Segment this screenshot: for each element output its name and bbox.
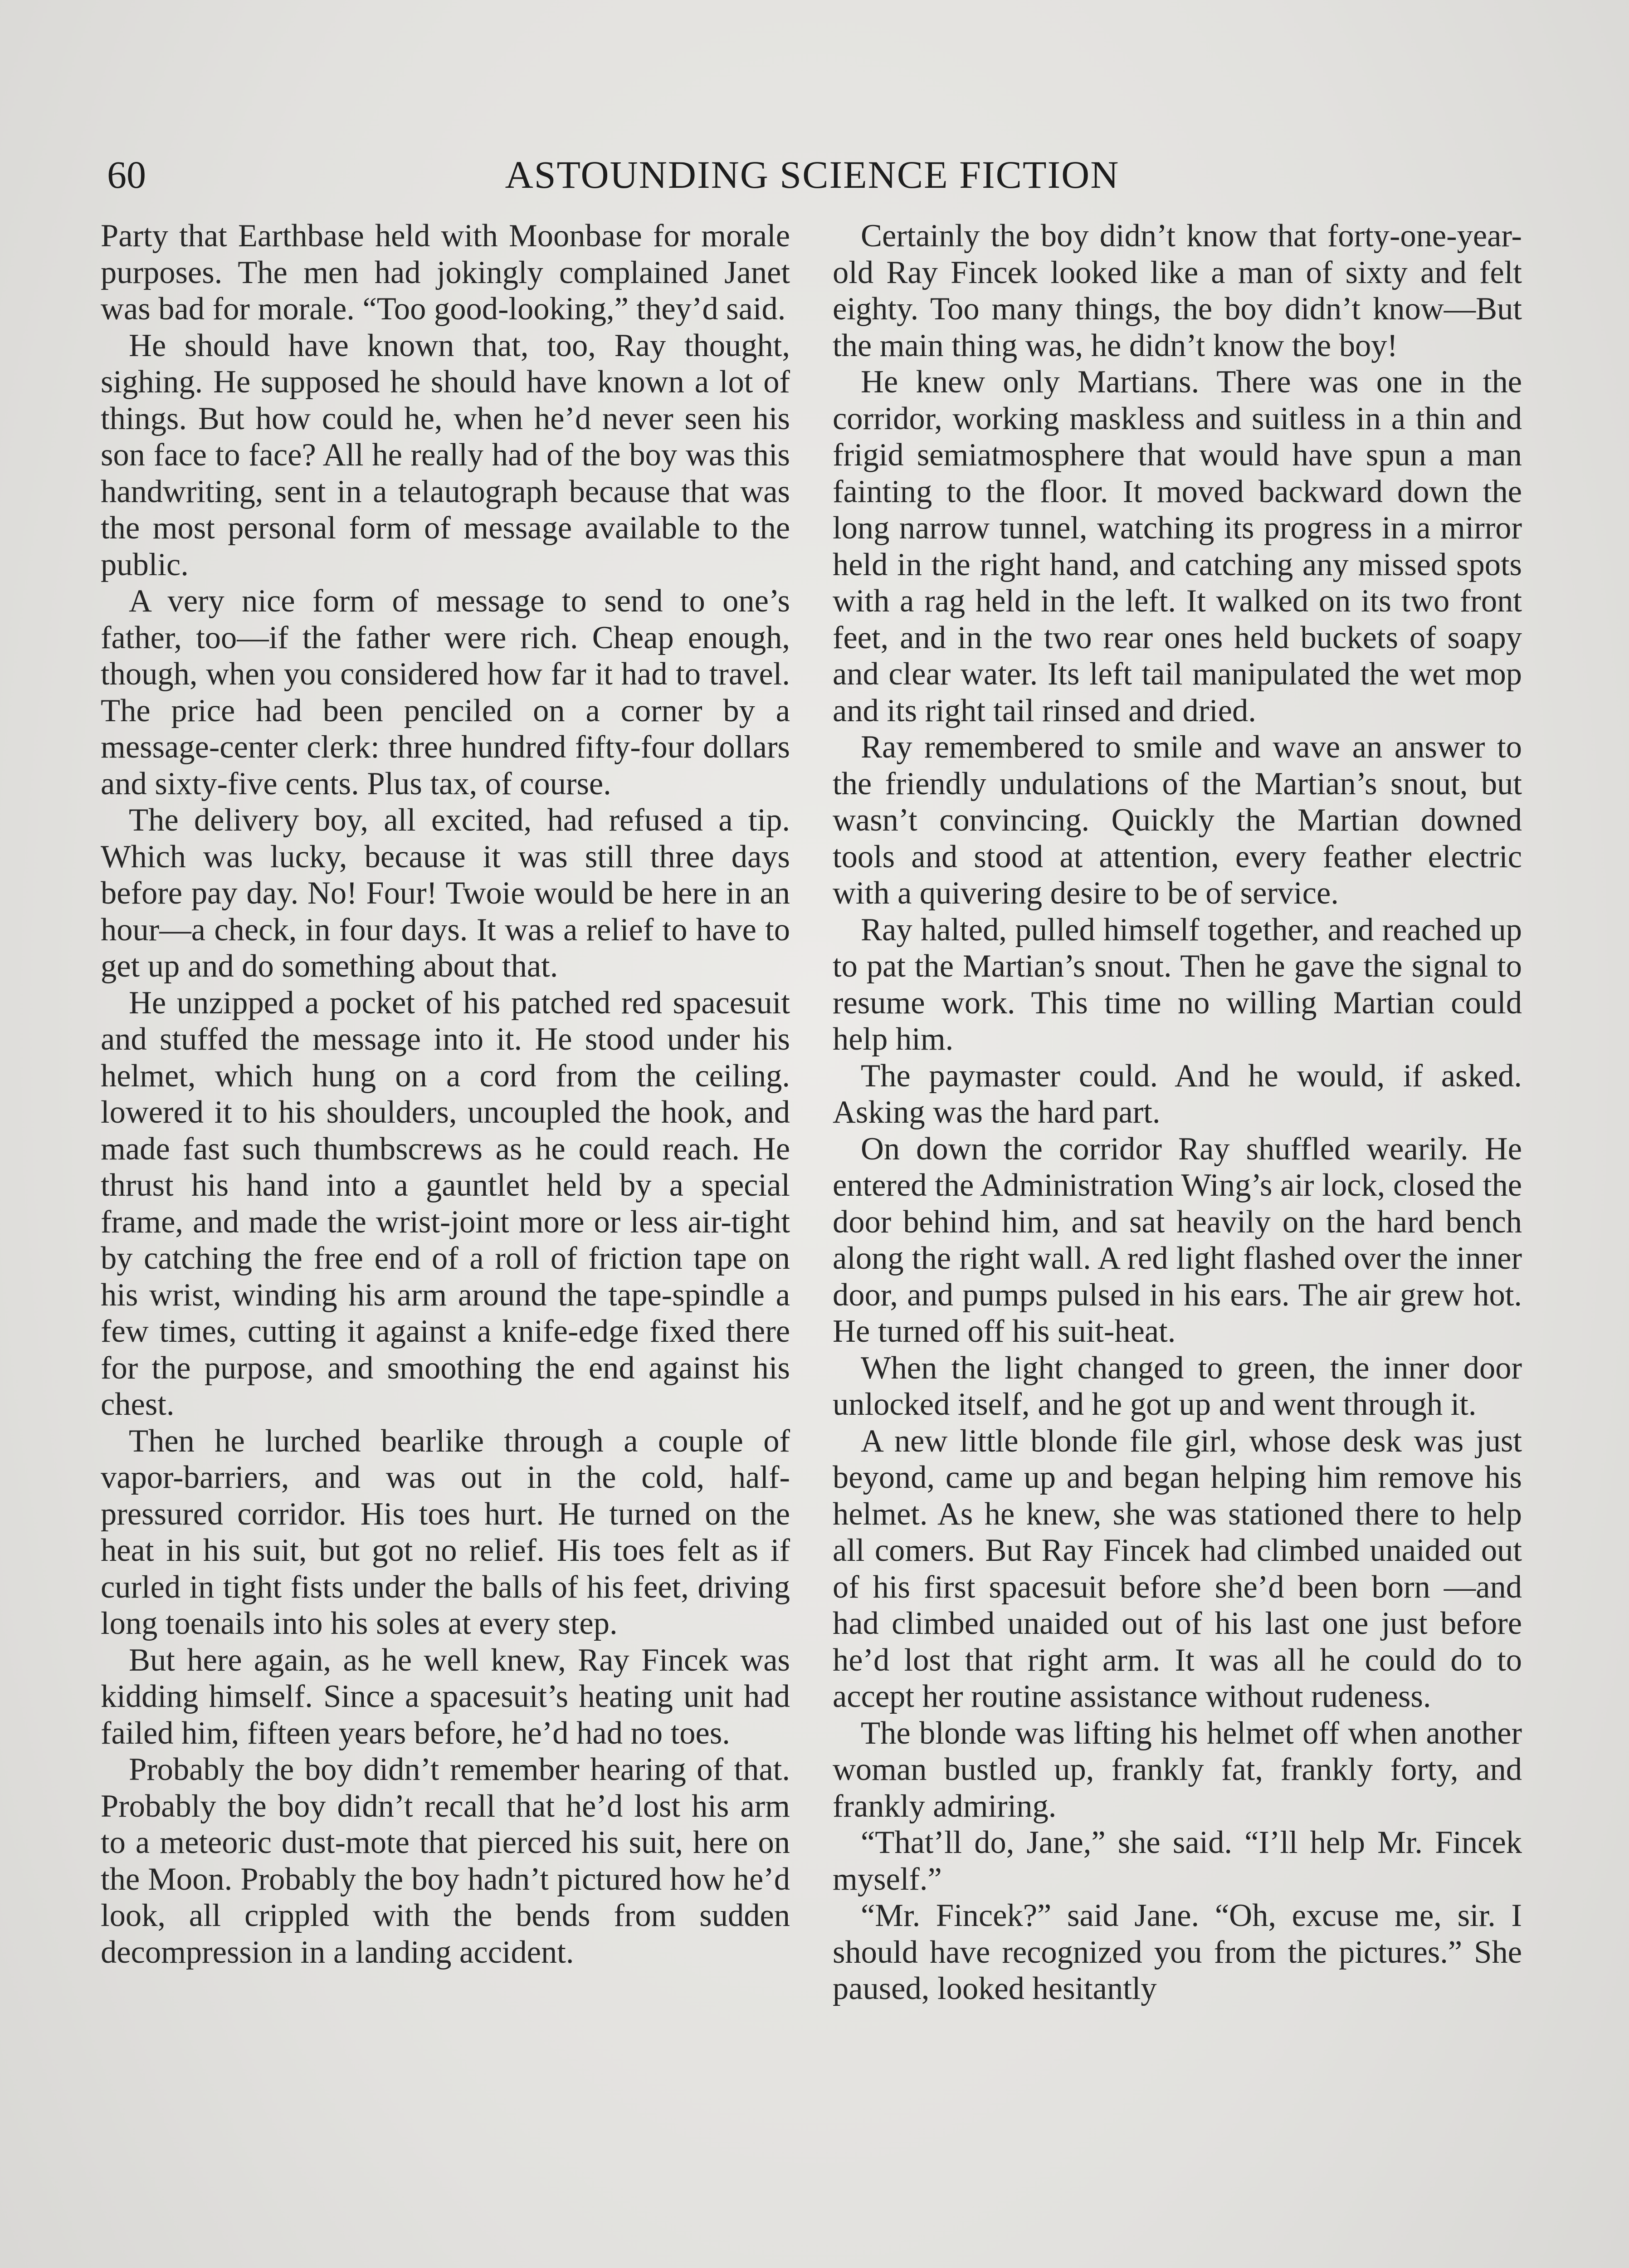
running-title: ASTOUNDING SCIENCE FICTION [505,153,1120,196]
page-header [107,145,1517,204]
page-number: 60 [107,153,146,196]
right-text-column [833,218,1522,2268]
paragraph: He unzipped a pocket of his patched red spacesuit and stuffed the message into it. He stood under his helmet, which hung on a cord from the ceiling. lowered it to his shoulders, uncoupled the hook, and made fast such thumbscrews as he could reach. He thrust his hand into a gauntlet held by a special frame, and made the wrist-joint more or less air-tight by catching the free end of a roll of friction tape on his wrist, winding his arm around the tape-spindle a few times, cutting it against a knife-edge fixed there for the purpose, and smoothing the end against his chest. [101,985,790,1422]
paragraph: The paymaster could. And he would, if asked. Asking was the hard part. [833,1058,1522,1130]
paragraph: When the light changed to green, the inner door unlocked itself, and he got up and went through it. [833,1350,1522,1422]
paragraph: He should have known that, too, Ray thought, sighing. He supposed he should have known a lot of things. But how could he, when he’d never seen his son face to face? All he really had of the boy was this handwriting, sent in a telautograph because that was the most personal form of message available to the public. [101,327,790,582]
paragraph: The blonde was lifting his helmet off when another woman bustled up, frankly fat, frankly forty, and frankly admiring. [833,1715,1522,1824]
paragraph: A new little blonde file girl, whose desk was just beyond, came up and began helping him remove his helmet. As he knew, she was stationed there to help all comers. But Ray Fincek had climbed unaided out of his first spacesuit before she’d been born —and had climbed unaided out of his last one just before he’d lost that right arm. It was all he could do to accept her routine assistance without rudeness. [833,1423,1522,1714]
paragraph: A very nice form of message to send to one’s father, too—if the father were rich. Cheap enough, though, when you considered how far it had to travel. The price had been penciled on a corner by a message-center clerk: three hundred fifty-four dollars and sixty-five cents. Plus tax, of course. [101,583,790,802]
paragraph: Ray halted, pulled himself together, and reached up to pat the Martian’s snout. Then he gave the signal to resume work. This time no willing Martian could help him. [833,912,1522,1057]
paragraph: Then he lurched bearlike through a couple of vapor-barriers, and was out in the cold, half-pressured corridor. His toes hurt. He turned on the heat in his suit, but got no relief. His toes felt as if curled in tight fists under the balls of his feet, driving long toenails into his soles at every step. [101,1423,790,1641]
paragraph: “That’ll do, Jane,” she said. “I’ll help Mr. Fincek myself.” [833,1825,1522,1897]
paragraph: But here again, as he well knew, Ray Fincek was kidding himself. Since a spacesuit’s heating unit had failed him, fifteen years before, he’d had no toes. [101,1642,790,1751]
paragraph: “Mr. Fincek?” said Jane. “Oh, excuse me, sir. I should have recognized you from the pictures.” She paused, looked hesitantly [833,1898,1522,2006]
paragraph: On down the corridor Ray shuffled wearily. He entered the Administration Wing’s air lock, closed the door behind him, and sat heavily on the hard bench along the right wall. A red light flashed over the inner door, and pumps pulsed in his ears. The air grew hot. He turned off his suit-heat. [833,1131,1522,1349]
paragraph: Certainly the boy didn’t know that forty-one-year-old Ray Fincek looked like a man of sixty and felt eighty. Too many things, the boy didn’t know—But the main thing was, he didn’t know the boy! [833,218,1522,363]
paragraph: Party that Earthbase held with Moonbase for morale purposes. The men had jokingly complained Janet was bad for morale. “Too good-looking,” they’d said. [101,218,790,327]
paragraph: Probably the boy didn’t remember hearing of that. Probably the boy didn’t recall that he’d lost his arm to a meteoric dust-mote that pierced his suit, here on the Moon. Probably the boy hadn’t pictured how he’d look, all crippled with the bends from sudden decompression in a landing accident. [101,1752,790,1970]
left-text-column [101,218,790,2268]
paragraph: The delivery boy, all excited, had refused a tip. Which was lucky, because it was still three days before pay day. No! Four! Twoie would be here in an hour—a check, in four days. It was a relief to have to get up and do something about that. [101,802,790,984]
paragraph: He knew only Martians. There was one in the corridor, working maskless and suitless in a thin and frigid semiatmosphere that would have spun a man fainting to the floor. It moved backward down the long narrow tunnel, watching its progress in a mirror held in the right hand, and catching any missed spots with a rag held in the left. It walked on its two front feet, and in the two rear ones held buckets of soapy and clear water. Its left tail manipulated the wet mop and its right tail rinsed and dried. [833,364,1522,728]
paragraph: Ray remembered to smile and wave an answer to the friendly undulations of the Martian’s snout, but wasn’t convincing. Quickly the Martian downed tools and stood at attention, every feather electric with a quivering desire to be of service. [833,729,1522,911]
